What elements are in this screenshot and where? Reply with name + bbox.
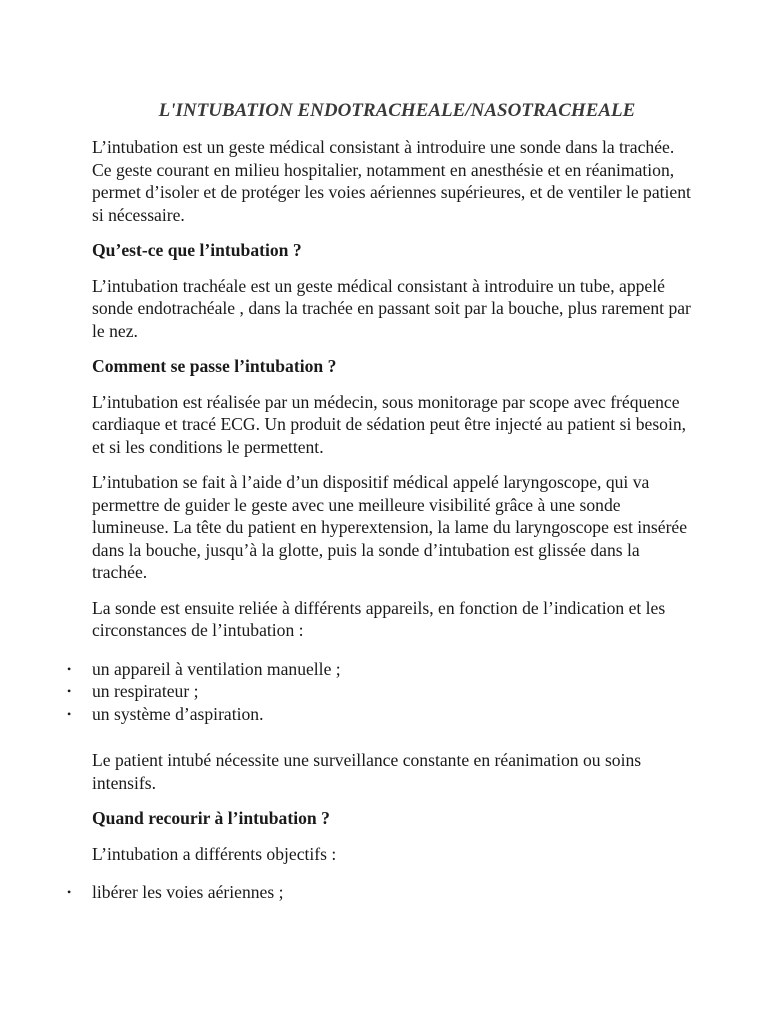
list-item: • un appareil à ventilation manuelle ; — [67, 658, 341, 679]
procedure-paragraph-3: La sonde est ensuite reliée à différents appareils, en fonction de l’indication et les circonstances de l’intubation : — [92, 597, 666, 640]
bullet-icon: • — [67, 684, 72, 698]
document-body — [67, 136, 692, 920]
bullet-icon: • — [67, 706, 72, 721]
list-item: • libérer les voies aériennes ; — [67, 882, 284, 902]
objectives-paragraph: L’intubation a différents objectifs : — [92, 843, 337, 864]
heading-what-is-intubation: Qu’est-ce que l’intubation ? — [92, 240, 302, 260]
list-item: • un système d’aspiration. — [67, 703, 264, 724]
list-item: • un respirateur ; — [67, 681, 199, 701]
objectives-list — [0, 881, 692, 904]
bullet-icon: • — [67, 885, 72, 899]
document-title: L'INTUBATION ENDOTRACHEALE/NASOTRACHEALE — [158, 100, 636, 121]
bullet-icon: • — [67, 661, 72, 676]
intro-paragraph: L’intubation est un geste médical consistant à introduire une sonde dans la trachée. Ce geste courant en milieu hospitalier, notamment en anesthésie et en réanimation, permet d’isoler et de protéger les voies aériennes supérieures, et de ventiler le patient si nécessaire. — [92, 137, 691, 225]
heading-when-to-intubate: Quand recourir à l’intubation ? — [92, 808, 330, 828]
procedure-paragraph-2: L’intubation se fait à l’aide d’un dispositif médical appelé laryngoscope, qui va permettre de guider le geste avec une meilleure visibilité grâce à une sonde lumineuse. La tête du patient en hyperextension, la lame du laryngoscope est insérée dans la bouche, jusqu’à la glotte, puis la sonde d’intubation est glissée dans la trachée. — [92, 472, 688, 582]
heading-how-intubation-works: Comment se passe l’intubation ? — [92, 356, 337, 376]
definition-paragraph: L’intubation trachéale est un geste médical consistant à introduire un tube, appelé sonde endotrachéale , dans la trachée en passant soit par la bouche, plus rarement par le nez. — [92, 275, 691, 341]
monitoring-paragraph: Le patient intubé nécessite une surveillance constante en réanimation ou soins intensifs. — [92, 750, 642, 793]
device-list — [0, 658, 692, 726]
procedure-paragraph-1: L’intubation est réalisée par un médecin, sous monitorage par scope avec fréquence cardiaque et tracé ECG. Un produit de sédation peut être injecté au patient si besoin, et si les conditions le permettent. — [92, 391, 687, 457]
